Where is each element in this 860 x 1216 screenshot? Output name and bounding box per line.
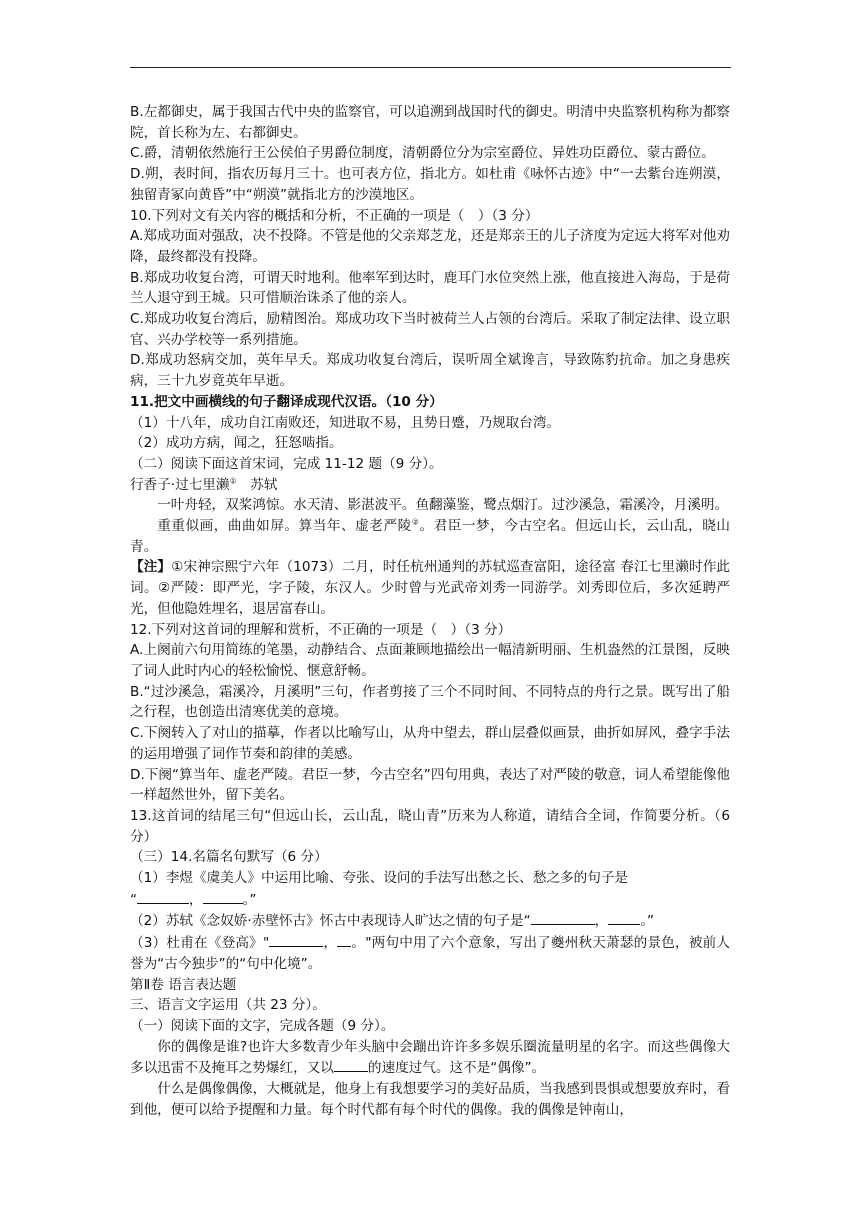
comma: ， [594,913,609,930]
comma: ， [323,935,338,952]
question-12-option-a: A.上阕前六句用简练的笔墨，动静结合、点面兼顾地描绘出一幅清新明丽、生机盎然的江景图，反映了词人此时内心的轻松愉悦、惬意舒畅。 [130,642,730,679]
close-quote: 。” [242,891,257,908]
answer-blank[interactable] [337,932,351,947]
answer-blank[interactable] [608,910,640,925]
question-11-item-1: （1）十八年，成功自江南败还，知进取不易，且势日蹙，乃规取台湾。 [130,414,561,431]
question-12-option-b: B.“过沙溪急，霜溪冷，月溪明”三句，作者剪接了三个不同时间、不同特点的舟行之景。既写出了船之行程，也创造出清寒优美的意境。 [130,683,730,721]
question-11-item-2: （2）成功方病，闻之，狂怒啮指。 [130,435,343,452]
option-d-line: D.朔，表时间，指农历每月三十。也可表方位，指北方。如杜甫《咏怀古迹》中“一去紫台连朔漠，独留青冢向黄昏”中“朔漠”就指北方的沙漠地区。 [130,166,730,203]
answer-blank[interactable] [137,889,189,904]
question-14-item-1: （1）李煜《虞美人》中运用比喻、夸张、设问的手法写出愁之长、愁之多的句子是 [130,870,629,887]
option-c-line: C.爵，清朝依然施行王公侯伯子男爵位制度，清朝爵位分为宗室爵位、异姓功臣爵位、蒙古爵位。 [130,145,715,162]
reading-paragraph-1-part-1: 你的偶像是谁?也许大多数青少年头脑中会蹦出许许多多娱乐圈流量明星的名字。而这些偶像大多以迅雷不及掩耳之势爆红，又以 [130,1038,730,1077]
document-page [130,102,730,1120]
poem-stanza-2-part-2: 。君臣一梦，今古空名。但远山长，云山乱，晓山青。 [130,518,731,555]
question-14-item-1-answer [130,889,730,911]
question-12: 12.下列对这首词的理解和赏析，不正确的一项是（ ）（3 分） [130,621,512,638]
question-10-option-c: C.郑成功收复台湾后，励精图治。郑成功攻下当时被荷兰人占领的台湾后。采取了制定法律、设立职官、兴办学校等一系列措施。 [130,311,730,348]
question-14-item-3-text: （3）杜甫在《登高》" [130,935,270,952]
reading-paragraph-1 [130,1037,730,1079]
question-14-item-3-rest: 。"两句中用了六个意象，写出了夔州秋天萧瑟的景色，被前人誉为“古今独步”的“句中化境”。 [130,935,731,972]
question-10: 10.下列对文有关内容的概括和分析，不正确的一项是（ ）（3 分） [130,207,539,224]
question-10-option-a: A.郑成功面对强敌，决不投降。不管是他的父亲郑芝龙，还是郑亲王的儿子济度为定远大将军对他劝降，最终都没有投降。 [130,228,730,265]
question-13: 13.这首词的结尾三句“但远山长，云山乱，晓山青”历来为人称道，请结合全词，作简要分析。（6 分） [130,807,730,845]
part-3-heading: 三、语言文字运用（共 23 分）。 [130,997,326,1014]
question-12-option-d: D.下阕“算当年、虚老严陵。君臣一梦，今古空名”四句用典，表达了对严陵的敬意，词人希望能像他一样超然世外，留下美名。 [130,766,730,804]
section-3-heading: （三）14.名篇名句默写（6 分） [130,849,328,866]
question-14-item-2 [130,910,730,932]
open-quote: “ [130,891,138,908]
question-14-item-2-text: （2）苏轼《念奴娇·赤壁怀古》怀古中表现诗人旷达之情的句子是“ [130,913,531,930]
poem-author: 苏轼 [236,476,278,493]
reading-paragraph-2: 什么是偶像偶像，大概就是，他身上有我想要学习的美好品质，当我感到畏惧或想要放弃时，看到他，便可以给予提醒和力量。每个时代都有每个时代的偶像。我的偶像是钟南山， [130,1081,730,1118]
question-10-option-d: D.郑成功怒病交加，英年早夭。郑成功收复台湾后，误听周全斌谗言，导致陈豹抗命。加之身患疾病，三十九岁竟英年早逝。 [130,352,730,390]
poem-note [130,557,730,619]
reading-paragraph-1-part-2: 的速度过气。这不是“偶像”。 [367,1060,546,1077]
header-rule [130,67,731,68]
answer-blank[interactable] [203,889,243,904]
poem-stanza-2 [130,516,730,557]
close-quote: 。” [640,913,655,930]
question-14-item-3 [130,932,730,974]
poem-stanza-2-part-1: 重重似画，曲曲如屏。算当年、虚老严陵 [157,518,412,535]
question-11: 11.把文中画横线的句子翻译成现代汉语。（10 分） [130,393,443,410]
poem-heading [130,475,730,496]
volume-2-heading: 第Ⅱ卷 语言表达题 [130,976,237,993]
answer-blank[interactable] [531,910,595,925]
poem-title-footnote-mark: ① [229,476,237,486]
question-12-option-c: C.下阕转入了对山的描摹，作者以比喻写山，从舟中望去，群山层叠似画景，曲折如屏风，叠字手法的运用增强了词作节奏和韵律的美感。 [130,725,730,762]
poem-note-text: ①宋神宗熙宁六年（1073）二月，时任杭州通判的苏轼巡查富阳，途径富 春江七里濑时作此词。②严陵：即严光，字子陵，东汉人。少时曾与光武帝刘秀一同游学。刘秀即位后，多次延聘严光，但他隐姓埋名，退居富春山。 [130,559,730,617]
poem-note-label: 【注】 [130,559,172,576]
section-2-heading: （二）阅读下面这首宋词，完成 11-12 题（9 分）。 [130,455,443,472]
comma: ， [189,891,203,908]
poem-stanza-1: 一叶舟轻，双桨鸿惊。水天清、影湛波平。鱼翻藻鉴，鹭点烟汀。过沙溪急，霜溪冷，月溪明。 [157,497,729,514]
question-10-option-b: B.郑成功收复台湾，可谓天时地利。他率军到达时，鹿耳门水位突然上涨，他直接进入海岛，于是荷兰人退守到王城。只可惜顺治诛杀了他的亲人。 [130,269,730,307]
answer-blank[interactable] [269,932,323,947]
poem-title: 行香子·过七里濑 [130,476,230,493]
option-b-line: B.左都御史，属于我国古代中央的监察官，可以追溯到战国时代的御史。明清中央监察机构称为都察院，首长称为左、右都御史。 [130,104,730,141]
answer-blank[interactable] [334,1057,368,1072]
poem-stanza-2-footnote-mark: ② [411,517,420,527]
section-3-1-heading: （一）阅读下面的文字，完成各题（9 分）。 [130,1017,395,1034]
